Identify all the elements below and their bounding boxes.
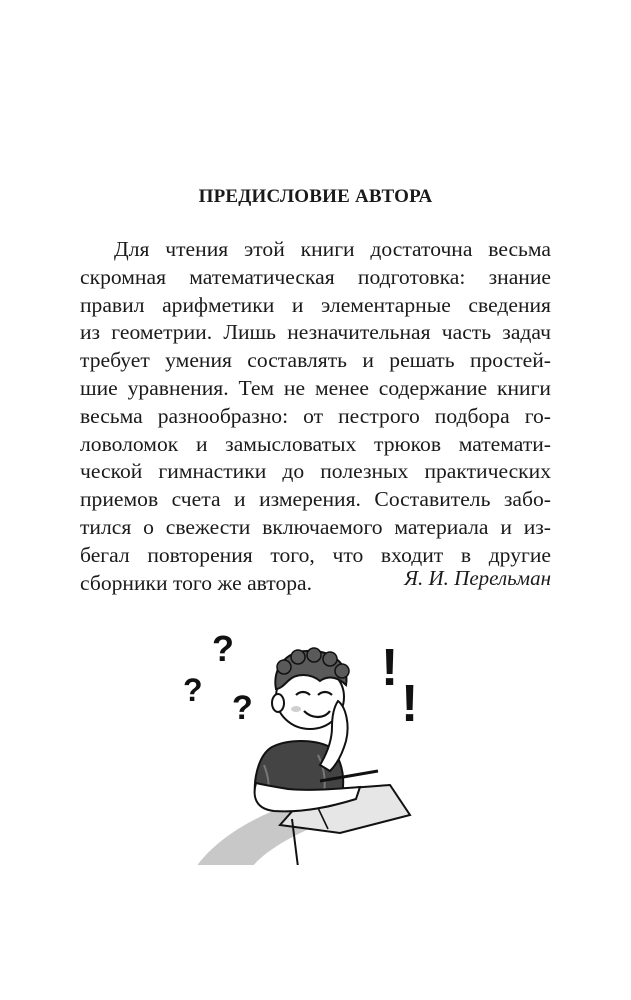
paragraph-line: ческой гимнастики до полезных практических	[80, 459, 551, 484]
paragraph-line: правил арифметики и элементарные сведения	[80, 292, 551, 317]
paragraph-line: из геометрии. Лишь незначительная часть задач	[80, 320, 551, 345]
paragraph-line: скромная математическая подготовка: знание	[80, 264, 551, 289]
paragraph-line: бегал повторения того, что входит в другие	[80, 542, 551, 567]
paragraph-line: требует умения составлять и решать простей-	[80, 348, 551, 373]
exclamation-mark-icon: !	[401, 675, 419, 733]
author-signature: Я. И. Перельман	[404, 566, 551, 590]
thinking-boy-illustration	[160, 615, 450, 865]
page-title: ПРЕДИСЛОВИЕ АВТОРА	[198, 186, 433, 207]
paragraph-line: приемов счета и измерения. Составитель забо-	[80, 487, 551, 512]
paragraph-line: весьма разнообразно: от пестрого подбора го-	[80, 403, 551, 428]
paragraph-line: Для чтения этой книги достаточна весьма	[114, 237, 551, 261]
preface-paragraph	[80, 236, 551, 597]
exclamation-mark-icon: !	[381, 639, 399, 697]
paragraph-line: шие уравнения. Тем не менее содержание книги	[80, 375, 551, 400]
paragraph-line: тился о свежести включаемого материала и из-	[80, 514, 551, 539]
question-mark-icon: ?	[212, 628, 234, 669]
question-mark-icon: ?	[183, 672, 203, 708]
question-mark-icon: ?	[232, 689, 253, 727]
paragraph-line: ловоломок и замысловатых трюков математи-	[80, 431, 551, 456]
paragraph-line: сборники того же автора.	[80, 570, 313, 595]
